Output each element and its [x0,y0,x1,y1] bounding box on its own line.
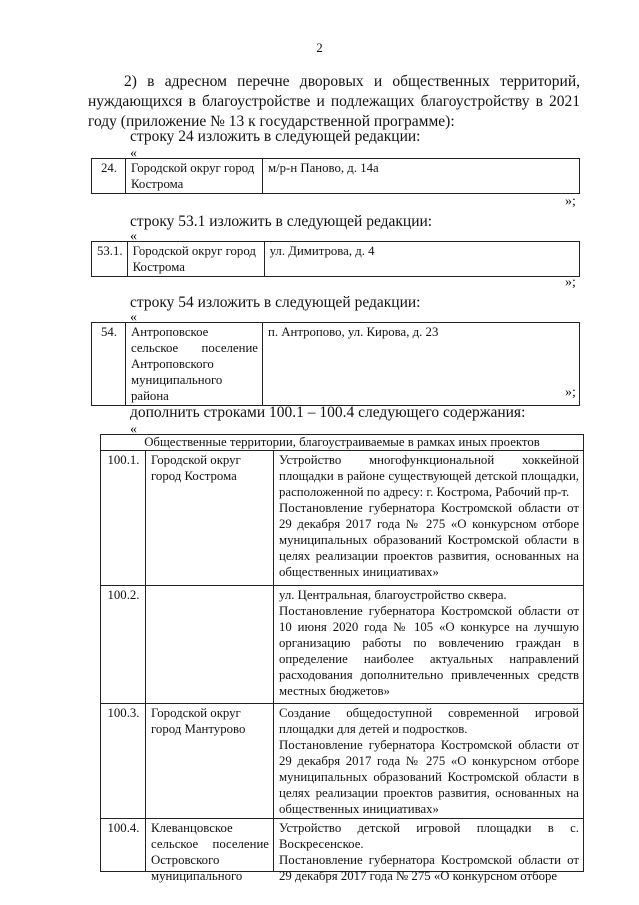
table-row [101,819,584,872]
table-row [101,451,584,586]
block3-close-quote: »; [565,385,576,400]
row-municipality-text: Клеванцовское сельское поселение Островского муниципального [151,821,269,883]
block4-table [100,434,584,883]
row-basis: Постановление губернатора Костромской области от 10 июня 2020 года № 105 «О конкурсе на лучшую организацию работы по вовлечению граждан в определение наиболее актуальных направлений расходования дополнительно привлеченных средств местных бюджетов» [279,604,579,698]
row-municipality [146,586,274,704]
row-address: м/р-н Паново, д. 14а [263,159,580,194]
block3-heading: строку 54 изложить в следующей редакции: [130,294,421,311]
table-row [101,586,584,704]
row-project: Устройство детской игровой площадки в с. Воскресенское. [279,821,579,851]
row-number: 100.3. [101,704,146,819]
page-number: 2 [316,40,323,55]
row-address: п. Антропово, ул. Кирова, д. 23 [263,323,580,406]
block4-heading: дополнить строками 100.1 – 100.4 следующего содержания: [130,404,526,421]
row-basis: Постановление губернатора Костромской области от 29 декабря 2017 года № 275 «О конкурсном отборе муниципальных образований Костромской области в целях реализации проектов развития, основанных на общественных инициативах» [279,738,579,816]
row-municipality: Антроповское сельское поселение Антроповского муниципального района [126,323,263,406]
table-row [92,242,580,277]
row-number: 100.1. [101,451,146,586]
row-municipality: Городской округ город Мантурово [146,704,274,819]
row-basis: Постановление губернатора Костромской области от 29 декабря 2017 года № 275 «О конкурсном отборе [279,853,579,883]
row-municipality: Городской округ город Кострома [127,242,264,277]
block2-close-quote: »; [565,275,576,290]
intro-text: 2) в адресном перечне дворовых и общественных территорий, нуждающихся в благоустройстве и подлежащих благоустройству в 2021 году (приложение № 13 к государственной программе): [88,73,580,130]
row-address: ул. Димитрова, д. 4 [264,242,579,277]
row-municipality [146,819,274,883]
block2-table [91,241,580,277]
row-number: 100.4. [101,819,146,872]
row-description [274,586,584,704]
row-municipality: Городской округ город Кострома [126,159,263,194]
section-title-row [101,435,584,451]
row-number: 100.2. [101,586,146,704]
block4-open-quote: « [130,422,137,437]
row-description [274,704,584,819]
table-row [101,704,584,819]
block2-open-quote: « [130,229,137,244]
block1-heading: строку 24 изложить в следующей редакции: [130,128,421,145]
row-number: 53.1. [92,242,128,277]
block1-close-quote: »; [565,194,576,209]
row-municipality: Городской округ город Кострома [146,451,274,586]
row-number: 54. [92,323,126,406]
section-title: Общественные территории, благоустраиваемые в рамках иных проектов [101,435,584,451]
block3-open-quote: « [130,310,137,325]
intro-paragraph [88,72,580,132]
row-description [274,451,584,586]
block1-table [91,158,580,194]
row-description [274,819,584,883]
row-description-text [279,820,579,883]
block3-table [91,322,580,406]
table-row [92,323,580,406]
row-basis: Постановление губернатора Костромской области от 29 декабря 2017 года № 275 «О конкурсном отборе муниципальных образований Костромской области в целях реализации проектов развития, основанных на общественных инициативах» [279,501,579,579]
table-row [92,159,580,194]
row-number: 24. [92,159,126,194]
row-project: Устройство многофункциональной хоккейной площадки в районе существующей детской площадки, расположенной по адресу: г. Кострома, Рабочий пр-т. [279,453,579,499]
row-project: ул. Центральная, благоустройство сквера. [279,588,507,602]
block2-heading: строку 53.1 изложить в следующей редакции: [130,213,433,230]
block1-open-quote: « [130,146,137,161]
row-project: Создание общедоступной современной игровой площадки для детей и подростков. [279,706,579,736]
